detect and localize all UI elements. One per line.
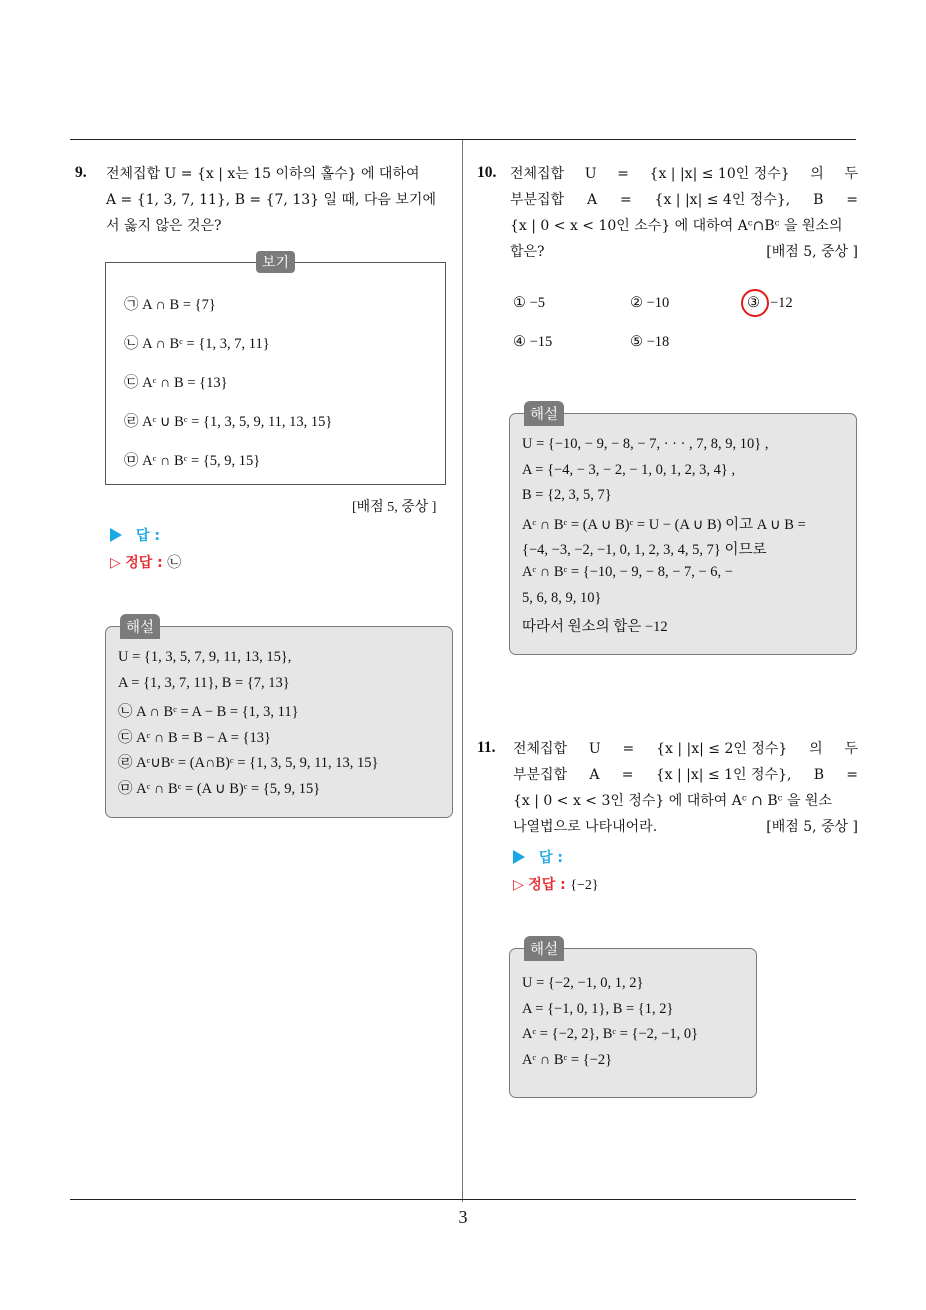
answer-label: 답 : [539, 850, 563, 866]
q9-solution-box [105, 620, 453, 818]
solution-line: 따라서 원소의 합은 −12 [522, 619, 668, 635]
question-10-text [510, 161, 858, 265]
choice-2[interactable]: ② −10 [630, 295, 670, 311]
column-divider [462, 140, 463, 1202]
q10-word: 의 [810, 166, 824, 182]
q10-word: = [617, 166, 629, 182]
q10-word: 두 [844, 166, 858, 182]
q10-line-4 [510, 239, 858, 265]
q10-line-2 [510, 187, 858, 213]
solution-line: A = {1, 3, 7, 11}, B = {7, 13} [118, 675, 290, 691]
q10-word: 전체집합 [510, 166, 565, 182]
q10-word: B [813, 192, 824, 208]
q11-word: 나열법으로 나타내어라. [513, 819, 658, 835]
q11-line-1 [513, 736, 858, 762]
question-11-number: 11. [477, 739, 496, 756]
solution-line: 5, 6, 8, 9, 10} [522, 590, 602, 606]
q11-word: = [846, 767, 858, 783]
q10-word: U [584, 166, 597, 182]
solution-line: U = {1, 3, 5, 7, 9, 11, 13, 15}, [118, 649, 292, 665]
q9-answer-row [110, 525, 160, 545]
bogi-item: ㉤ Aᶜ ∩ Bᶜ = {5, 9, 15} [124, 453, 261, 469]
q10-word: 부분집합 [510, 192, 565, 208]
q11-answer-row [513, 847, 563, 867]
q10-word: 합은? [510, 244, 545, 260]
q11-solution-box [509, 942, 757, 1098]
choice-1[interactable]: ① −5 [513, 295, 546, 311]
solution-line: Aᶜ ∩ Bᶜ = (A ∪ B)ᶜ = U − (A ∪ B) 이고 A ∪ B = [522, 517, 806, 533]
q9-line: 전체집합 U = {x | x는 15 이하의 홀수} 에 대하여 [106, 166, 420, 182]
question-11-text [513, 736, 858, 840]
bogi-item: ㉡ A ∩ Bᶜ = {1, 3, 7, 11} [124, 336, 270, 352]
q11-word: U [588, 741, 601, 757]
solution-line: A = {−4, − 3, − 2, − 1, 0, 1, 2, 3, 4} , [522, 462, 736, 478]
q11-word: B [813, 767, 824, 783]
q11-word: = [621, 767, 634, 783]
solution-line: Aᶜ = {−2, 2}, Bᶜ = {−2, −1, 0} [522, 1026, 699, 1042]
q11-word: = [622, 741, 635, 757]
page-number: 3 [458, 1207, 468, 1227]
q9-line: A = {1, 3, 7, 11}, B = {7, 13} 일 때, 다음 보기에 [106, 192, 436, 208]
solution-label: 해설 [120, 614, 160, 639]
solution-line: ㉤ Aᶜ ∩ Bᶜ = (A ∪ B)ᶜ = {5, 9, 15} [118, 781, 321, 797]
q9-line: 서 옳지 않은 것은? [106, 218, 222, 234]
solution-line: A = {−1, 0, 1}, B = {1, 2} [522, 1001, 674, 1017]
play-arrow-icon [513, 850, 525, 864]
bogi-item: ㉢ Aᶜ ∩ B = {13} [124, 375, 228, 391]
q11-word: {x | |x| ≤ 2인 정수} [656, 741, 788, 757]
play-arrow-icon [110, 528, 122, 542]
solution-line: Aᶜ ∩ Bᶜ = {−2} [522, 1052, 613, 1068]
question-9-text [106, 161, 456, 239]
correct-label: 정답 : [528, 877, 566, 893]
choice-3-value: −12 [770, 295, 793, 311]
question-9-number: 9. [75, 164, 87, 181]
solution-line: Aᶜ ∩ Bᶜ = {−10, − 9, − 8, − 7, − 6, − [522, 564, 733, 580]
solution-line: U = {−10, − 9, − 8, − 7, · · · , 7, 8, 9, 10} , [522, 436, 769, 452]
q10-word: = [846, 192, 858, 208]
choice-4[interactable]: ④ −15 [513, 334, 553, 350]
q10-word: {x | |x| ≤ 4인 정수}, [654, 192, 791, 208]
correct-value: {−2} [570, 878, 599, 893]
correct-value: ㉡ [167, 555, 182, 571]
q10-word: = [619, 192, 632, 208]
q11-word: 두 [844, 741, 858, 757]
bottom-rule [70, 1199, 856, 1200]
solution-line: B = {2, 3, 5, 7} [522, 487, 612, 503]
hollow-triangle-icon: ▷ [110, 555, 121, 571]
q11-word: 전체집합 [513, 741, 568, 757]
q11-word: 의 [809, 741, 823, 757]
q11-line-4 [513, 814, 858, 840]
q10-line-1 [510, 161, 858, 187]
bogi-item: ㉠ A ∩ B = {7} [124, 297, 216, 313]
q10-word: A [586, 192, 598, 208]
selected-answer-circle-icon [741, 289, 769, 317]
top-rule [70, 139, 856, 140]
q11-line-2 [513, 762, 858, 788]
q11-line-3: {x | 0 < x < 3인 정수} 에 대하여 Aᶜ ∩ Bᶜ 을 원소 [513, 793, 832, 809]
q11-word: A [589, 767, 600, 783]
q11-word: {x | |x| ≤ 1인 정수}, [655, 767, 792, 783]
solution-line: ㉣ Aᶜ∪Bᶜ = (A∩B)ᶜ = {1, 3, 5, 9, 11, 13, 15} [118, 755, 379, 771]
solution-line: {−4, −3, −2, −1, 0, 1, 2, 3, 4, 5, 7} 이므로 [522, 542, 767, 558]
q10-line-3: {x | 0 < x < 10인 소수} 에 대하여 Aᶜ∩Bᶜ 을 원소의 [510, 218, 843, 234]
q9-correct-row [110, 552, 181, 572]
solution-line: ㉢ Aᶜ ∩ B = B − A = {13} [118, 730, 271, 746]
answer-label: 답 : [136, 528, 160, 544]
solution-label: 해설 [524, 401, 564, 426]
choice-3[interactable]: ③ [747, 295, 760, 311]
question-10-number: 10. [477, 164, 497, 181]
q10-score: [배점 5, 중상 ] [766, 244, 858, 260]
correct-label: 정답 : [125, 555, 163, 571]
solution-line: ㉡ A ∩ Bᶜ = A − B = {1, 3, 11} [118, 704, 299, 720]
q10-solution-box [509, 407, 857, 655]
choice-5[interactable]: ⑤ −18 [630, 334, 670, 350]
bogi-label: 보기 [256, 251, 295, 273]
solution-label: 해설 [524, 936, 564, 961]
hollow-triangle-icon: ▷ [513, 877, 524, 893]
solution-line: U = {−2, −1, 0, 1, 2} [522, 975, 644, 991]
q11-score: [배점 5, 중상 ] [766, 819, 858, 835]
q9-score: [배점 5, 중상 ] [352, 500, 437, 515]
q11-word: 부분집합 [513, 767, 568, 783]
bogi-item: ㉣ Aᶜ ∪ Bᶜ = {1, 3, 5, 9, 11, 13, 15} [124, 414, 333, 430]
bogi-box [105, 255, 446, 485]
q11-correct-row [513, 874, 599, 894]
q10-word: {x | |x| ≤ 10인 정수} [649, 166, 790, 182]
